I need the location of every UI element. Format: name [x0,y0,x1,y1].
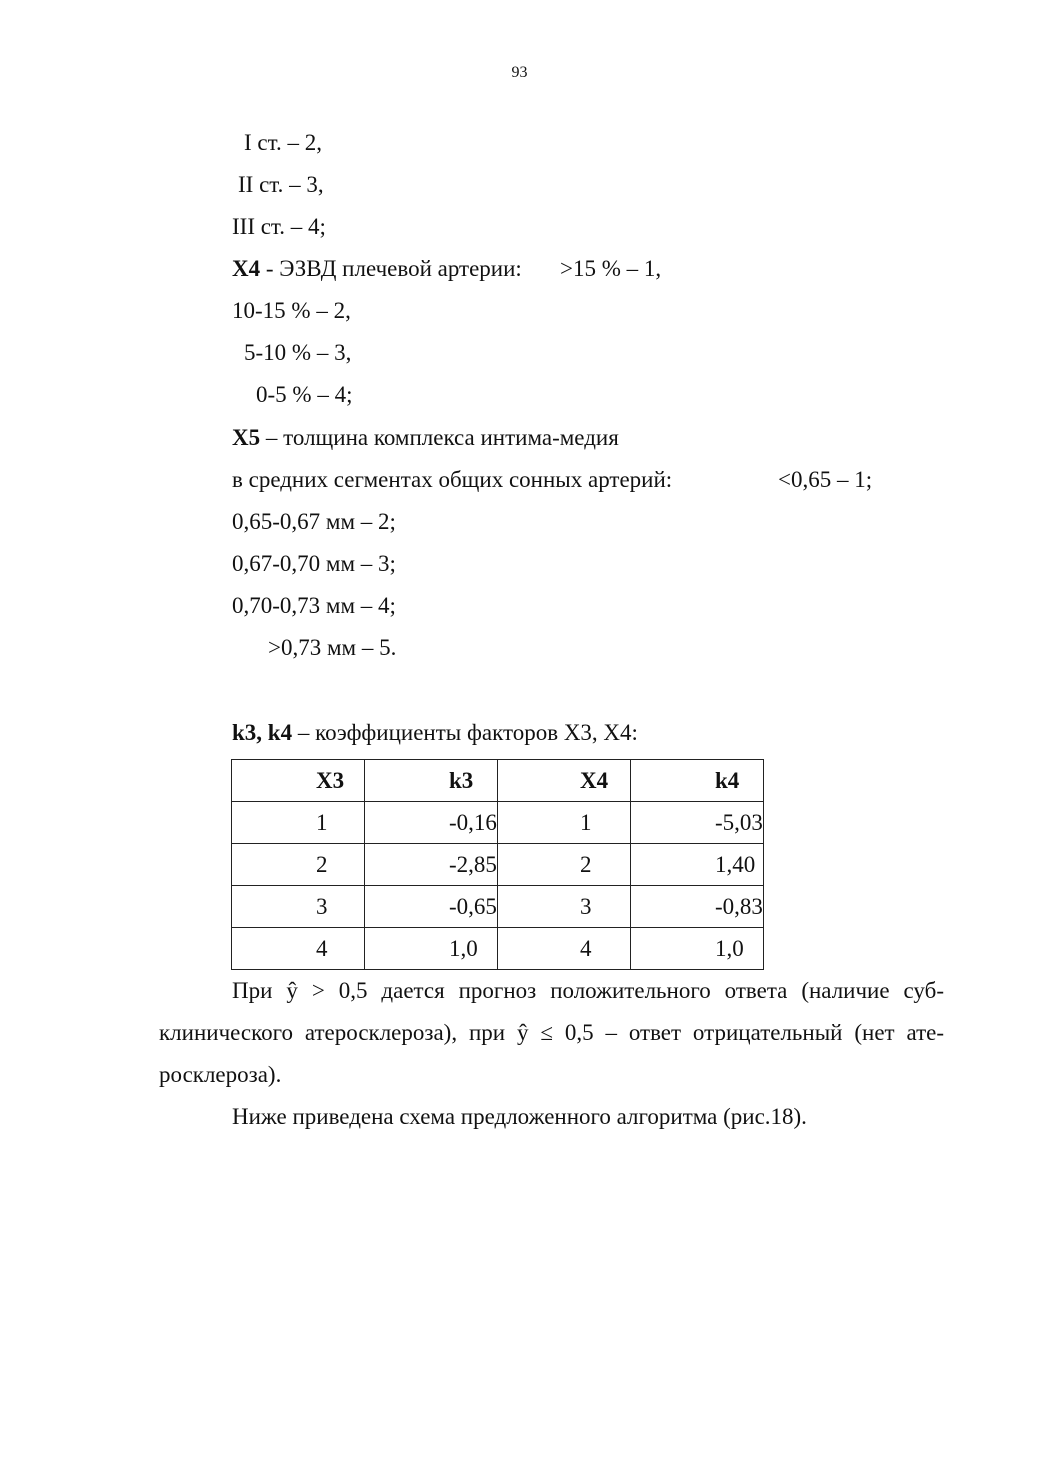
x5-value-5: >0,73 мм – 5. [268,635,397,660]
table-cell [631,844,764,886]
header-cell-x3 [232,760,365,802]
table-cell [232,802,365,844]
prognosis-paragraph: При ŷ > 0,5 дается прогноз положительного ответа (наличие суб-клинического атеросклероза), при ŷ ≤ 0,5 – ответ отрицательный (нет ате-росклероза). [159,978,944,1087]
table-cell [498,802,631,844]
x5-value-4: 0,70-0,73 мм – 4; [232,593,396,618]
table-cell [498,928,631,970]
page-number: 93 [511,64,528,81]
cell-x4: 4 [580,935,592,961]
x5-label: X5 [232,425,261,450]
table-cell [631,802,764,844]
x5-value-2: 0,65-0,67 мм – 2; [232,509,396,534]
coefficients-table [231,759,764,970]
cell-x4: 3 [580,893,592,919]
table-cell [365,886,498,928]
x4-label: X4 [232,256,261,281]
cell-x3: 3 [316,893,328,919]
header-cell-k4 [631,760,764,802]
cell-k3: -0,16 [449,809,497,835]
x5-value-3: 0,67-0,70 мм – 3; [232,551,396,576]
x3-grade-3: III ст. – 4; [232,214,326,239]
cell-x4: 1 [580,809,592,835]
cell-k3: -0,65 [449,893,497,919]
x4-value-1: >15 % – 1, [560,256,662,281]
x5-text: – толщина комплекса интима-медия [260,425,619,450]
table-cell [631,928,764,970]
header-x4: X4 [580,767,609,793]
x3-grade-2: II ст. – 3, [238,172,324,197]
x5-definition [232,426,619,449]
table-cell [498,886,631,928]
x5-definition-line2: в средних сегментах общих сонных артерий: [232,467,673,492]
x4-value-4: 0-5 % – 4; [256,382,353,407]
coefficients-heading [232,721,638,744]
x4-value-2: 10-15 % – 2, [232,298,351,323]
x3-grade-1: I ст. – 2, [244,130,322,155]
table-cell [365,844,498,886]
table-row [232,886,764,928]
table-header-row [232,760,764,802]
cell-k4: 1,0 [715,935,744,961]
table-cell [498,844,631,886]
header-k4: k4 [715,767,740,793]
header-k3: k3 [449,767,474,793]
table-row [232,844,764,886]
table-cell [631,886,764,928]
table-cell [232,928,365,970]
cell-k4: -0,83 [715,893,763,919]
cell-k3: 1,0 [449,935,478,961]
cell-k4: -5,03 [715,809,763,835]
header-cell-k3 [365,760,498,802]
x4-definition [232,257,522,280]
table-cell [232,844,365,886]
x4-value-3: 5-10 % – 3, [244,340,352,365]
table-cell [365,928,498,970]
cell-k3: -2,85 [449,851,497,877]
header-cell-x4 [498,760,631,802]
table-row [232,802,764,844]
cell-x3: 1 [316,809,328,835]
cell-x3: 2 [316,851,328,877]
x5-value-1: <0,65 – 1; [778,467,873,492]
table-row [232,928,764,970]
cell-k4: 1,40 [715,851,756,877]
cell-x4: 2 [580,851,592,877]
coefficients-heading-bold: k3, k4 [232,720,293,745]
scheme-paragraph: Ниже приведена схема предложенного алгоритма (рис.18). [232,1104,807,1129]
table-cell [365,802,498,844]
table-cell [232,886,365,928]
cell-x3: 4 [316,935,328,961]
header-x3: X3 [316,767,345,793]
x4-text: - ЭЗВД плечевой артерии: [260,256,522,281]
coefficients-heading-text: – коэффициенты факторов X3, X4: [292,720,638,745]
